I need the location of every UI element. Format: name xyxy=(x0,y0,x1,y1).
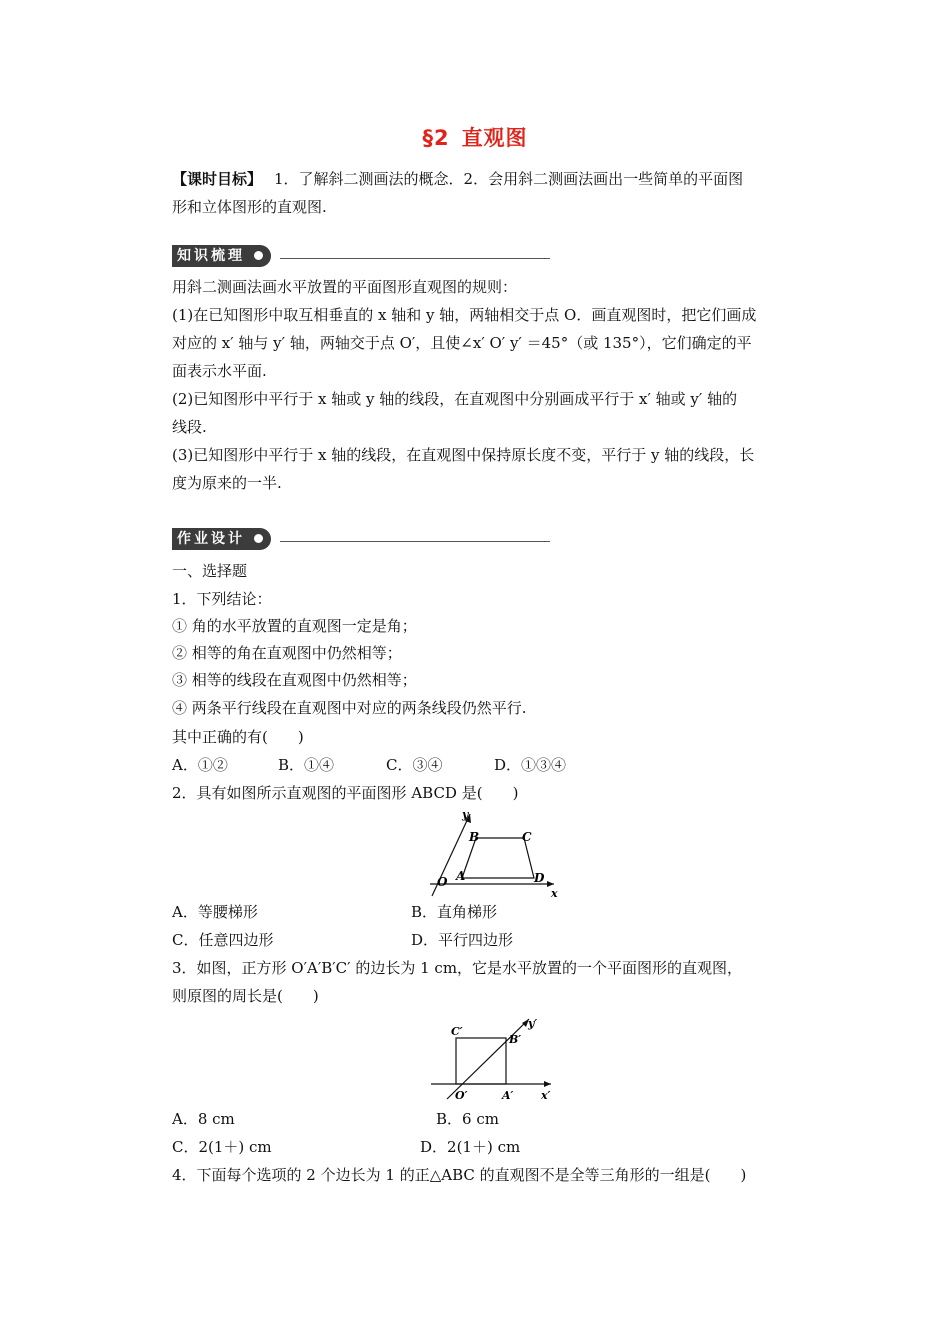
label-b: B xyxy=(469,830,480,844)
section-name: 直观图 xyxy=(461,126,528,150)
label-y: y xyxy=(462,808,469,821)
q1-statement-4: ④ 两条平行线段在直观图中对应的两条线段仍然平行. xyxy=(172,699,527,717)
homework-header xyxy=(172,528,271,550)
square-oabc xyxy=(456,1038,506,1084)
label-c-prime: C′ xyxy=(451,1025,463,1038)
q2-option-d: D．平行四边形 xyxy=(411,931,514,949)
label-a-prime: A′ xyxy=(502,1089,514,1102)
label-d: D xyxy=(534,871,545,885)
label-x-prime: x′ xyxy=(541,1089,551,1102)
q3-option-c: C．2(1＋) cm xyxy=(172,1138,272,1156)
trapezoid-abcd xyxy=(462,838,534,878)
q2-option-b: B．直角梯形 xyxy=(411,903,498,921)
knowledge-header-text: 知识梳理 xyxy=(177,248,245,264)
q4-stem: 4．下面每个选项的 2 个边长为 1 的正△ABC 的直观图不是全等三角形的一组是( ) xyxy=(172,1166,747,1184)
rule2-line1: (2)已知图形中平行于 x 轴或 y 轴的线段，在直观图中分别画成平行于 x′ 轴或 y′ 轴的 xyxy=(172,390,738,408)
q2-stem: 2．具有如图所示直观图的平面图形 ABCD 是( ) xyxy=(172,784,519,802)
knowledge-header xyxy=(172,245,271,267)
q1-option-d: D．①③④ xyxy=(494,756,567,774)
q3-option-a: A．8 cm xyxy=(172,1110,235,1128)
q3-option-b: B．6 cm xyxy=(436,1110,499,1128)
objective-text-1: 1．了解斜二测画法的概念．2．会用斜二测画法画出一些简单的平面图 xyxy=(274,170,744,188)
q1-option-b: B．①④ xyxy=(278,756,335,774)
rule3-line2: 度为原来的一半. xyxy=(172,474,282,492)
rule1-line1: (1)在已知图形中取互相垂直的 x 轴和 y 轴，两轴相交于点 O．画直观图时，把它们画成 xyxy=(172,306,757,324)
q1-question: 其中正确的有( ) xyxy=(172,728,304,746)
part-heading: 一、选择题 xyxy=(172,562,248,580)
q1-stem: 1．下列结论： xyxy=(172,590,272,608)
rule1-line3: 面表示水平面. xyxy=(172,362,267,380)
rule1-line2: 对应的 x′ 轴与 y′ 轴，两轴交于点 O′，且使∠x′ O′ y′ ＝45°（或 135°），它们确定的平 xyxy=(172,334,752,352)
section-number: §2 xyxy=(422,126,450,150)
label-b-prime: B′ xyxy=(509,1033,522,1046)
section-divider xyxy=(280,258,550,259)
bullet-dot-icon xyxy=(254,251,263,260)
label-c: C xyxy=(522,830,532,844)
label-o-prime: O′ xyxy=(455,1089,468,1102)
q3-stem-line2: 则原图的周长是( ) xyxy=(172,987,319,1005)
q1-statement-2: ② 相等的角在直观图中仍然相等； xyxy=(172,644,402,662)
q3-stem-line1: 3．如图，正方形 O′A′B′C′ 的边长为 1 cm，它是水平放置的一个平面图形的直观图， xyxy=(172,959,743,977)
q1-statement-1: ① 角的水平放置的直观图一定是角； xyxy=(172,617,417,635)
x-arrow-icon xyxy=(544,1081,551,1087)
q3-square-figure xyxy=(425,1013,560,1105)
objective-line-2: 形和立体图形的直观图. xyxy=(172,198,327,216)
q2-trapezoid-figure xyxy=(420,808,560,900)
label-x: x xyxy=(551,887,558,900)
knowledge-intro: 用斜二测画法画水平放置的平面图形直观图的规则： xyxy=(172,278,518,296)
page-title xyxy=(0,122,950,152)
q1-statement-3: ③ 相等的线段在直观图中仍然相等； xyxy=(172,671,417,689)
objective-line-1 xyxy=(172,169,743,189)
rule2-line2: 线段. xyxy=(172,418,207,436)
label-a: A xyxy=(456,869,466,883)
q2-option-c: C．任意四边形 xyxy=(172,931,274,949)
homework-header-text: 作业设计 xyxy=(177,531,245,547)
label-y-prime: y′ xyxy=(528,1017,538,1030)
q1-option-c: C．③④ xyxy=(386,756,443,774)
label-o: O xyxy=(437,875,448,889)
section-divider xyxy=(280,541,550,542)
q1-option-a: A．①② xyxy=(172,756,228,774)
q3-option-d: D．2(1＋) cm xyxy=(420,1138,521,1156)
bullet-dot-icon xyxy=(254,534,263,543)
objective-label: 【课时目标】 xyxy=(172,170,263,188)
q2-option-a: A．等腰梯形 xyxy=(172,903,258,921)
rule3-line1: (3)已知图形中平行于 x 轴的线段，在直观图中保持原长度不变，平行于 y 轴的线段，长 xyxy=(172,446,755,464)
